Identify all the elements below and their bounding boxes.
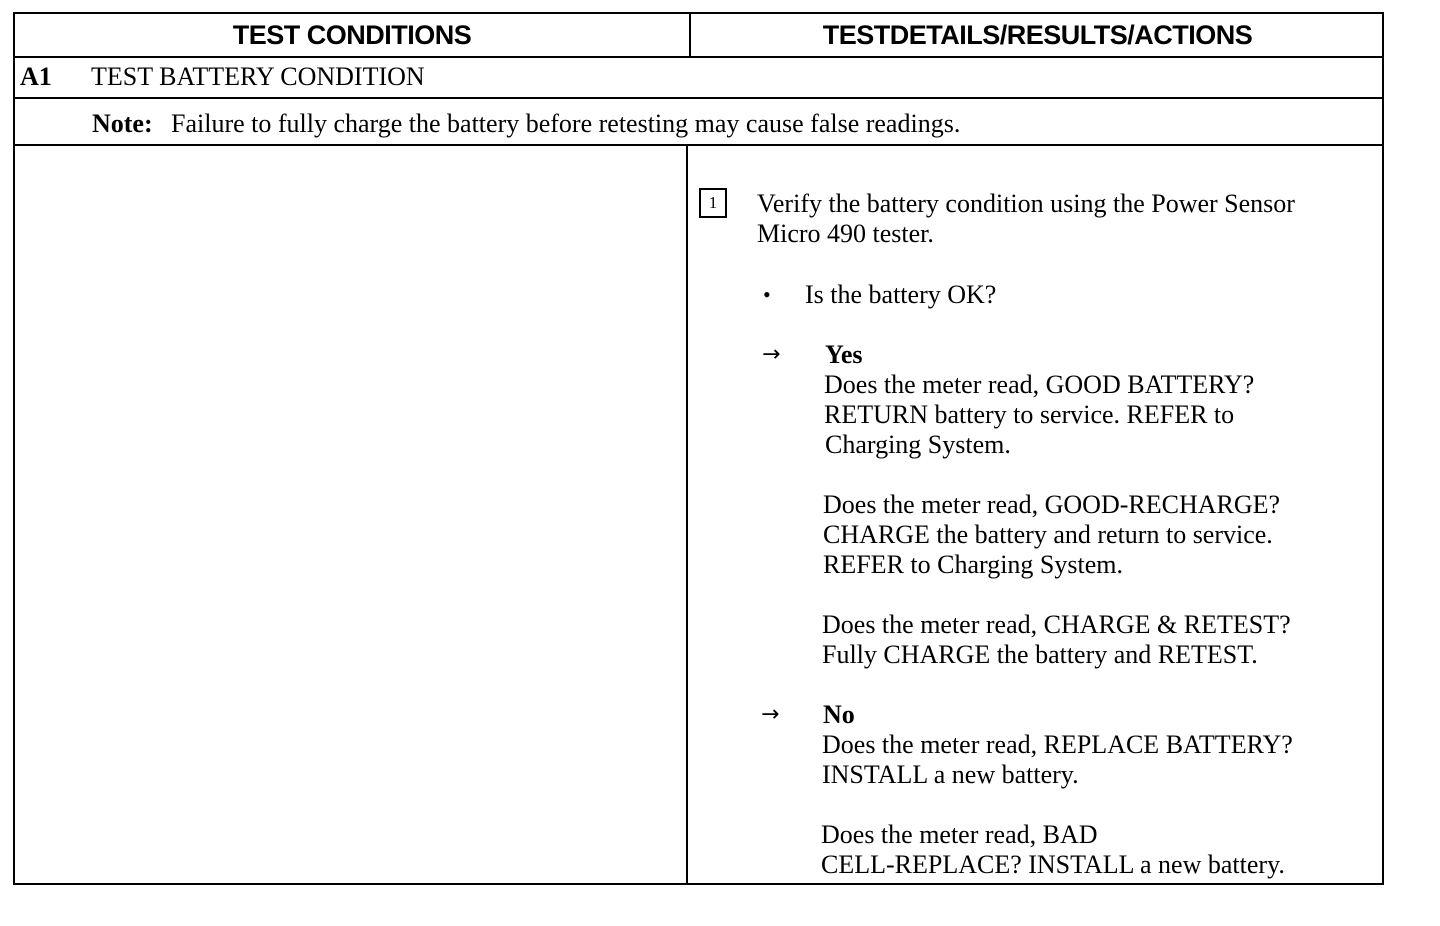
step-number-box: 1 (699, 188, 727, 218)
yes-case-1-line-3: Charging System. (825, 430, 1011, 459)
step-instruction-line-2: Micro 490 tester. (757, 219, 934, 248)
column-header-test-details: TESTDETAILS/RESULTS/ACTIONS (822, 20, 1253, 50)
no-label: No (823, 700, 855, 729)
header-divider (689, 14, 691, 56)
yes-case-2-line-2: CHARGE the battery and return to service. (823, 520, 1273, 549)
step-question: Is the battery OK? (805, 280, 997, 309)
no-case-1-line-2: INSTALL a new battery. (822, 760, 1079, 789)
yes-case-3-line-1: Does the meter read, CHARGE & RETEST? (822, 610, 1291, 639)
column-header-test-conditions: TEST CONDITIONS (232, 20, 472, 50)
body-column-divider (686, 144, 688, 883)
step-instruction-line-1: Verify the battery condition using the Power Sensor (757, 189, 1295, 218)
yes-case-3-line-2: Fully CHARGE the battery and RETEST. (822, 640, 1258, 669)
arrow-right-icon: → (762, 342, 781, 367)
yes-case-2-line-1: Does the meter read, GOOD-RECHARGE? (823, 490, 1281, 519)
test-id: A1 (20, 62, 52, 91)
bullet-icon: • (763, 282, 771, 307)
yes-label: Yes (825, 340, 863, 369)
no-case-1-line-1: Does the meter read, REPLACE BATTERY? (822, 730, 1293, 759)
no-case-2-line-2: CELL-REPLACE? INSTALL a new battery. (821, 850, 1285, 879)
no-case-2-line-1: Does the meter read, BAD (821, 820, 1098, 849)
arrow-right-icon: → (761, 702, 780, 727)
note-bottom-rule (15, 144, 1382, 146)
yes-case-1-line-1: Does the meter read, GOOD BATTERY? (824, 370, 1255, 399)
header-bottom-rule (15, 56, 1382, 58)
note-label: Note: (92, 109, 153, 138)
note-text: Failure to fully charge the battery before retesting may cause false readings. (171, 109, 961, 138)
yes-case-2-line-3: REFER to Charging System. (823, 550, 1123, 579)
yes-case-1-line-2: RETURN battery to service. REFER to (824, 400, 1235, 429)
test-table (13, 12, 1384, 885)
test-title: TEST BATTERY CONDITION (91, 62, 425, 91)
title-bottom-rule (15, 97, 1382, 99)
